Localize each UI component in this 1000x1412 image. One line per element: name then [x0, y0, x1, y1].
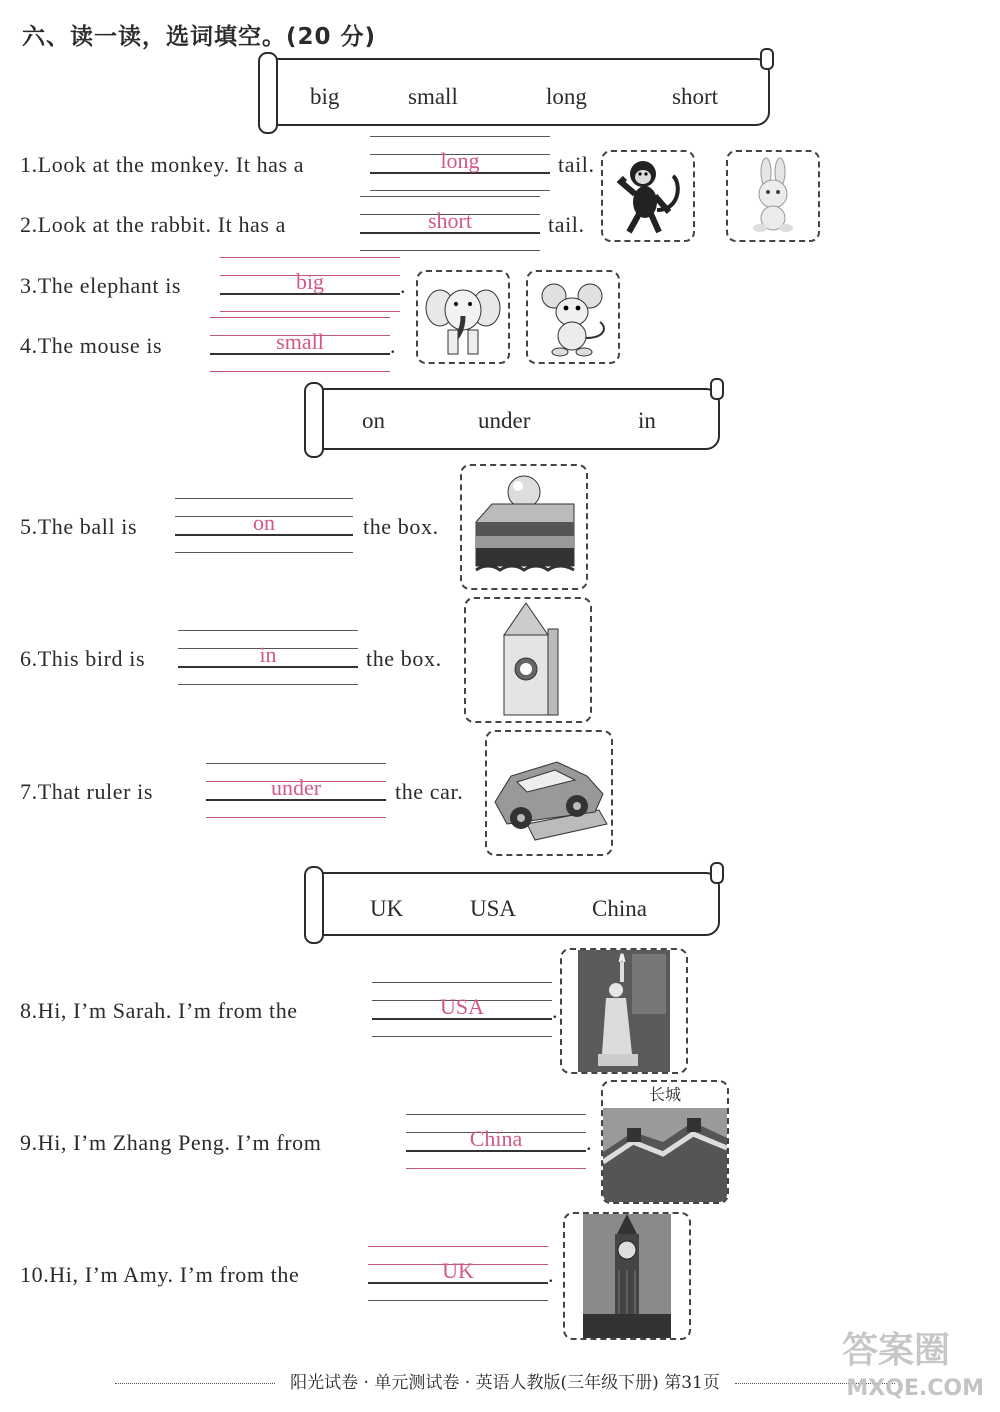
question-tail: . [586, 1130, 593, 1155]
mouse-picture [526, 270, 620, 364]
scroll-roll-left [258, 52, 278, 134]
monkey-picture [601, 150, 695, 242]
bird-in-box-picture [464, 597, 592, 723]
scroll-roll-left [304, 866, 324, 944]
question-text: 5.The ball is [20, 514, 138, 539]
question-text: 3.The elephant is [20, 273, 182, 298]
question-tail: tail. [548, 212, 585, 237]
answer-blank[interactable] [372, 982, 552, 1036]
answer-text: under [270, 775, 322, 800]
car-ruler-picture [485, 730, 613, 856]
scroll-roll-right [760, 48, 774, 70]
scroll-roll-left [304, 382, 324, 458]
great-wall-picture [601, 1080, 729, 1204]
question-text: 6.This bird is [20, 646, 146, 671]
answer-blank[interactable] [406, 1114, 586, 1168]
question-tail: . [552, 998, 559, 1023]
rabbit-picture [726, 150, 820, 242]
answer-blank[interactable] [175, 498, 353, 552]
answer-blank[interactable] [370, 136, 550, 190]
question-text: 10.Hi, I’m Amy. I’m from the [20, 1262, 300, 1287]
elephant-picture [416, 270, 510, 364]
word-box-sizes [270, 58, 770, 126]
word-option: small [408, 84, 458, 109]
word-option: short [672, 84, 718, 109]
answer-text: in [259, 642, 277, 667]
watermark-logo [838, 1318, 988, 1412]
svg-text:答案圈: 答案圈 [842, 1330, 951, 1371]
question-tail: . [548, 1262, 555, 1287]
word-option: USA [470, 896, 517, 921]
question-text: 7.That ruler is [20, 779, 154, 804]
answer-text: long [440, 148, 480, 173]
answer-text: big [295, 269, 325, 294]
word-option: on [362, 408, 385, 433]
question-text: 1.Look at the monkey. It has a [20, 152, 305, 177]
scroll-roll-right [710, 378, 724, 400]
answer-blank[interactable] [360, 196, 540, 250]
question-tail: . [400, 273, 407, 298]
watermark-text: MXQE.COM [846, 1376, 984, 1401]
section-title: 六、读一读，选词填空。(20 分) [22, 24, 377, 50]
question-tail: the box. [363, 514, 439, 539]
word-option: long [546, 84, 587, 109]
answer-text: USA [439, 994, 484, 1019]
question-text: 4.The mouse is [20, 333, 163, 358]
answer-blank[interactable] [220, 257, 400, 311]
question-text: 9.Hi, I’m Zhang Peng. I’m from [20, 1130, 322, 1155]
answer-text: short [428, 208, 472, 233]
answer-text: UK [442, 1258, 474, 1283]
ball-on-box-picture [460, 464, 588, 590]
answer-blank[interactable] [368, 1246, 548, 1300]
question-tail: the car. [395, 779, 464, 804]
answer-blank[interactable] [210, 317, 390, 371]
picture-caption: 长城 [648, 1085, 681, 1104]
word-option: in [638, 408, 656, 433]
answer-text: on [253, 510, 275, 535]
scroll-roll-right [710, 862, 724, 884]
page-footer [40, 1368, 970, 1393]
statue-of-liberty-picture [560, 948, 688, 1074]
answer-text: small [276, 329, 324, 354]
answer-blank[interactable] [206, 763, 386, 817]
question-tail: the box. [366, 646, 442, 671]
word-option: UK [370, 896, 404, 921]
word-option: China [592, 896, 647, 921]
answer-blank[interactable] [178, 630, 358, 684]
question-text: 2.Look at the rabbit. It has a [20, 212, 287, 237]
question-tail: tail. [558, 152, 595, 177]
question-text: 8.Hi, I’m Sarah. I’m from the [20, 998, 298, 1023]
word-option: under [478, 408, 531, 433]
big-ben-picture [563, 1212, 691, 1340]
word-box-countries [316, 872, 720, 936]
question-tail: . [390, 333, 397, 358]
word-box-positions [316, 388, 720, 450]
answer-text: China [469, 1126, 523, 1151]
footer-text: 阳光试卷 · 单元测试卷 · 英语人教版(三年级下册) 第31页 [290, 1373, 720, 1393]
word-option: big [310, 84, 340, 109]
footer-dotted-line [115, 1383, 275, 1384]
